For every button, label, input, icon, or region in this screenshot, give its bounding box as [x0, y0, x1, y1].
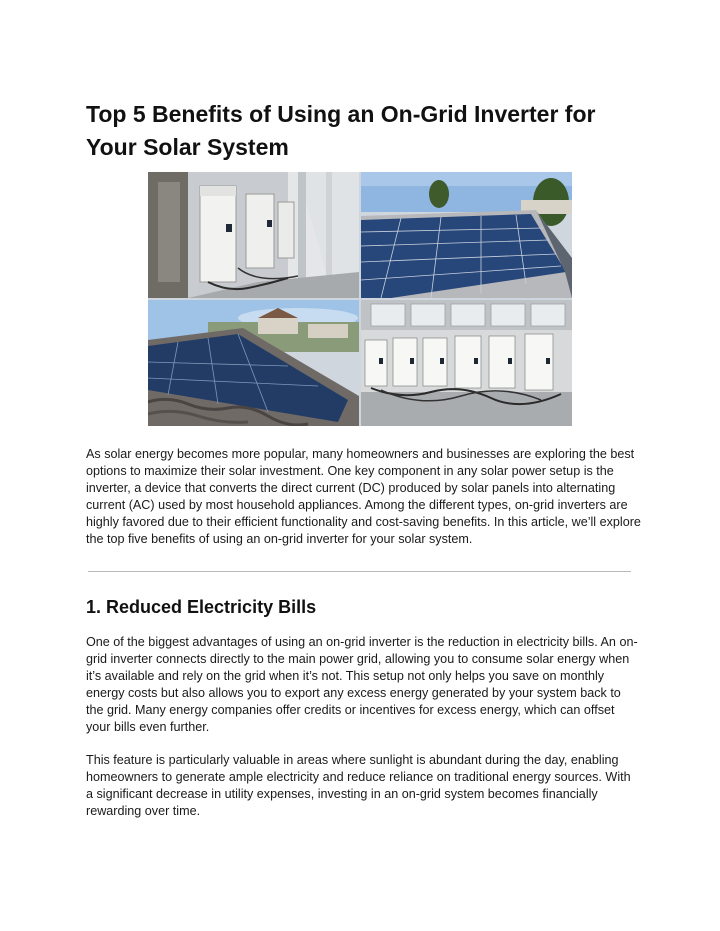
section-paragraph: One of the biggest advantages of using an on-grid inverter is the reduction in electricity bills. An on-grid inverter connects directly to the main power grid, allowing you to consume solar energy when it’s available and rely on the grid when it’s not. This setup not only helps you save on monthly energy costs but also allows you to export any excess energy generated by your system back to the grid. Many energy companies offer credits or incentives for excess energy, which can offset your bills even further. — [86, 635, 638, 734]
inverter-wall-photo — [148, 172, 359, 298]
section-paragraph: This feature is particularly valuable in areas where sunlight is abundant during the day, enabling homeowners to generate ample electricity and reduce reliance on traditional energy sources. With a significant decrease in utility expenses, investing in an on-grid system becomes financially rewarding over time. — [86, 753, 631, 818]
rooftop-solar-array-photo — [361, 172, 572, 298]
section-heading-reduced-electricity-bills: 1. Reduced Electricity Bills — [86, 597, 317, 617]
solar-image-collage — [148, 172, 572, 426]
house-roof-solar-photo — [148, 300, 359, 426]
section-divider — [88, 571, 631, 572]
inverter-row-photo — [361, 300, 572, 426]
intro-paragraph: As solar energy becomes more popular, many homeowners and businesses are exploring the best options to maximize their solar investment. One key component in any solar power setup is the inverter, a device that converts the direct current (DC) produced by solar panels into alternating current (AC) used by most household appliances. Among the different types, on-grid inverters are highly favored due to their efficient functionality and cost-saving benefits. In this article, we’ll explore the top five benefits of using an on-grid inverter for your solar system. — [86, 447, 641, 546]
article-title: Top 5 Benefits of Using an On-Grid Inverter for Your Solar System — [86, 101, 596, 160]
